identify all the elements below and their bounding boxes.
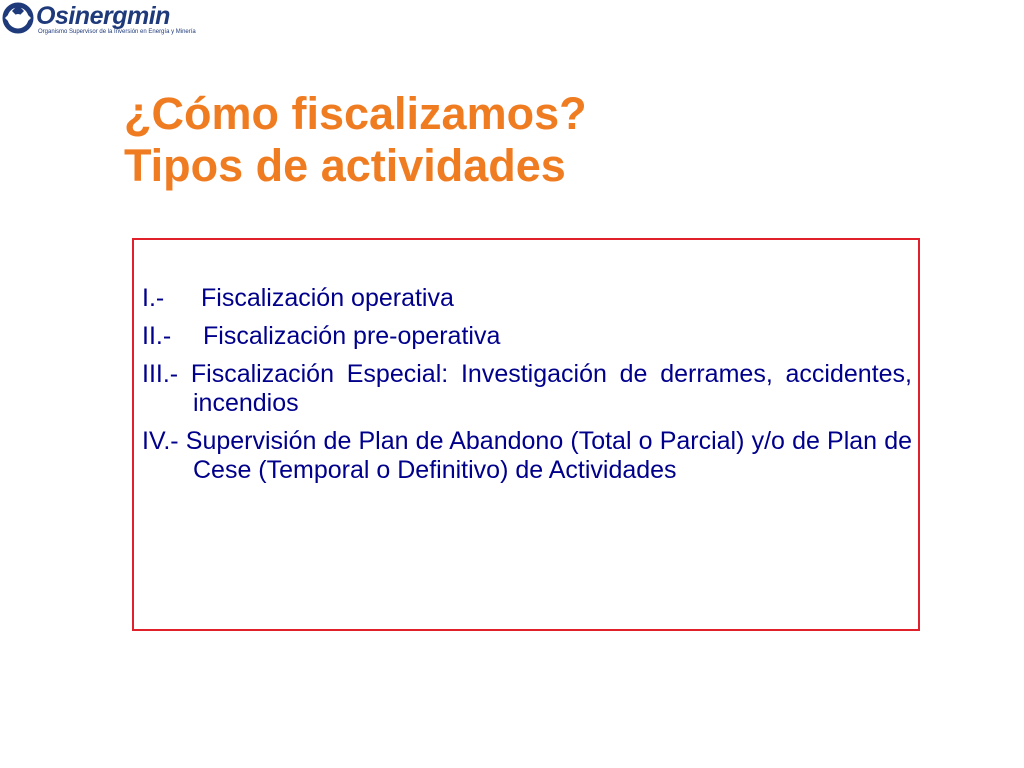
slide-title bbox=[124, 88, 587, 192]
list-item bbox=[142, 284, 912, 313]
slide-title-line-2: Tipos de actividades bbox=[124, 140, 566, 191]
activities-list bbox=[142, 284, 912, 494]
list-item-text: Fiscalización Especial: Investigación de derrames, accidentes, incendios bbox=[190, 360, 912, 417]
list-item-number: II.- bbox=[142, 322, 172, 350]
slide-title-line-1: ¿Cómo fiscalizamos? bbox=[124, 88, 587, 139]
logo-tagline: Organismo Supervisor de la Inversión en Energía y Minería bbox=[38, 29, 196, 35]
list-item-text: Supervisión de Plan de Abandono (Total o Parcial) y/o de Plan de Cese (Temporal o Definitivo) de Actividades bbox=[185, 427, 912, 484]
osinergmin-emblem-icon bbox=[2, 2, 34, 34]
list-item-number: I.- bbox=[142, 284, 165, 312]
list-item bbox=[142, 360, 912, 418]
list-item-number: III.- bbox=[142, 360, 179, 388]
list-item-number: IV.- bbox=[142, 427, 179, 455]
list-item bbox=[142, 427, 912, 485]
logo-wordmark: Osinergmin bbox=[36, 2, 170, 30]
list-item bbox=[142, 322, 912, 351]
list-item-text: Fiscalización pre-operativa bbox=[203, 322, 501, 350]
list-item-text: Fiscalización operativa bbox=[201, 284, 454, 312]
osinergmin-logo bbox=[2, 2, 224, 38]
